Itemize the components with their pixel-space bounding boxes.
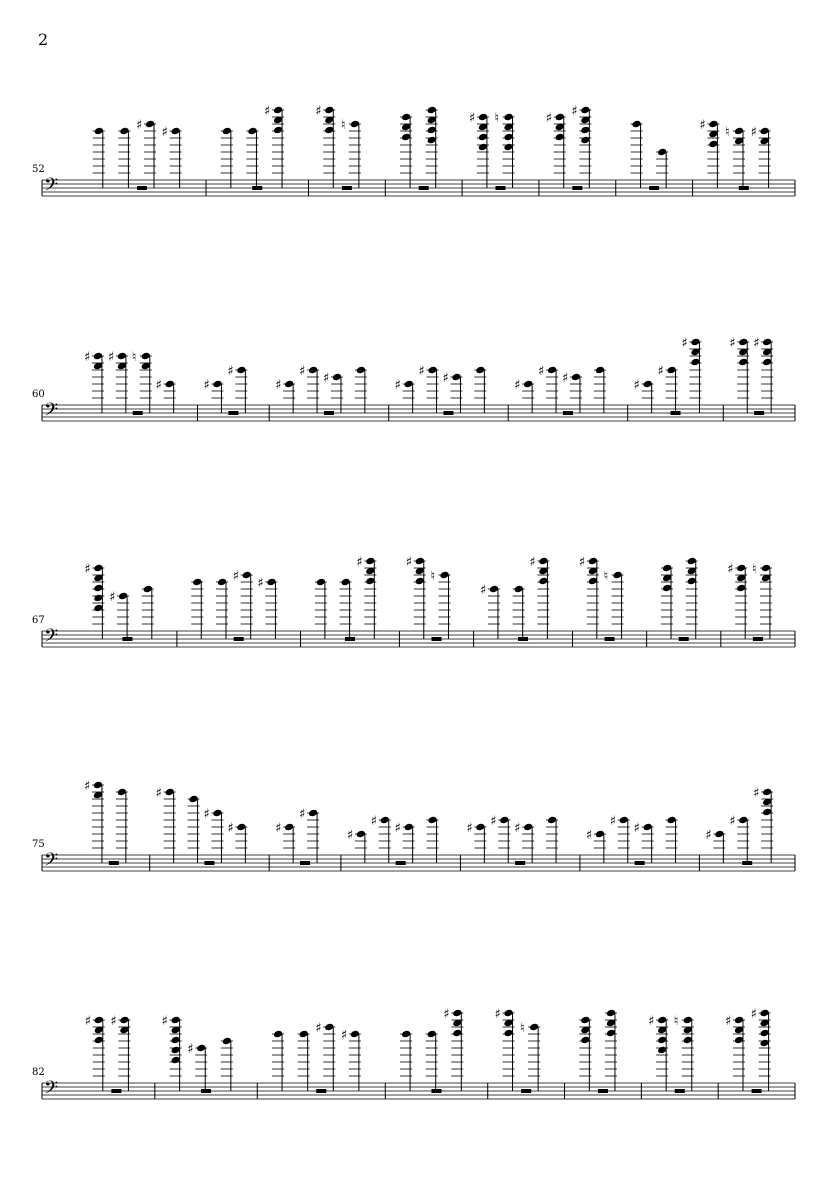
sharp-icon: ♯	[315, 1021, 322, 1036]
sharp-icon: ♯	[681, 336, 688, 351]
sharp-icon: ♯	[753, 786, 760, 801]
sharp-icon: ♯	[657, 364, 664, 379]
page-number: 2	[38, 30, 49, 49]
sharp-icon: ♯	[227, 821, 234, 836]
natural-icon: ♮	[340, 118, 346, 133]
natural-icon: ♮	[751, 562, 757, 577]
sharp-icon: ♯	[322, 371, 330, 386]
sharp-icon: ♯	[203, 378, 210, 393]
sharp-icon: ♯	[705, 828, 712, 843]
sharp-icon: ♯	[370, 814, 378, 829]
rest-icon	[432, 1089, 442, 1093]
sharp-icon: ♯	[83, 350, 91, 365]
sharp-icon: ♯	[529, 555, 536, 570]
sharp-icon: ♯	[545, 111, 553, 126]
sharp-icon: ♯	[110, 1014, 117, 1029]
sharp-icon: ♯	[109, 590, 116, 605]
natural-icon: ♮	[494, 111, 500, 126]
bass-clef-icon: 𝄢	[44, 626, 59, 651]
sharp-icon: ♯	[571, 104, 578, 119]
sharp-icon: ♯	[161, 1014, 168, 1029]
measure-number: 82	[32, 1067, 45, 1078]
sharp-icon: ♯	[232, 569, 240, 584]
sharp-icon: ♯	[479, 583, 487, 598]
sharp-icon: ♯	[633, 821, 640, 836]
sharp-icon: ♯	[729, 814, 736, 829]
rest-icon	[752, 1089, 762, 1093]
sharp-icon: ♯	[750, 1007, 757, 1022]
sharp-icon: ♯	[468, 111, 476, 126]
sharp-icon: ♯	[257, 576, 264, 591]
sharp-icon: ♯	[107, 350, 115, 365]
measure-number: 67	[32, 615, 45, 626]
sharp-icon: ♯	[203, 807, 210, 822]
natural-icon: ♮	[603, 569, 609, 584]
sharp-icon: ♯	[155, 786, 162, 801]
rest-icon	[675, 1089, 685, 1093]
sharp-icon: ♯	[84, 1014, 92, 1029]
sharp-icon: ♯	[155, 378, 162, 393]
sharp-icon: ♯	[83, 779, 91, 794]
bass-clef-icon: 𝄢	[44, 175, 59, 200]
sharp-icon: ♯	[585, 828, 593, 843]
sharp-icon: ♯	[724, 1014, 732, 1029]
rest-icon	[521, 1089, 531, 1093]
sharp-icon: ♯	[753, 336, 760, 351]
sharp-icon: ♯	[356, 555, 363, 570]
sharp-icon: ♯	[609, 814, 617, 829]
measure-number: 52	[32, 164, 45, 175]
sharp-icon: ♯	[727, 562, 734, 577]
sharp-icon: ♯	[490, 814, 497, 829]
sharp-icon: ♯	[394, 378, 401, 393]
sharp-icon: ♯	[514, 378, 521, 393]
sharp-icon: ♯	[538, 364, 545, 379]
sharp-icon: ♯	[578, 555, 586, 570]
sharp-icon: ♯	[442, 371, 449, 386]
sharp-icon: ♯	[750, 125, 757, 140]
sharp-icon: ♯	[729, 336, 736, 351]
measure-number: 75	[32, 839, 45, 850]
sharp-icon: ♯	[561, 371, 569, 386]
sharp-icon: ♯	[136, 118, 143, 133]
rest-icon	[316, 1089, 326, 1093]
rest-icon	[111, 1089, 121, 1093]
bass-clef-icon: 𝄢	[44, 1078, 59, 1103]
bass-clef-icon: 𝄢	[44, 850, 59, 875]
rest-icon	[598, 1089, 608, 1093]
sharp-icon: ♯	[633, 378, 640, 393]
rest-icon	[201, 1089, 211, 1093]
sharp-icon: ♯	[340, 1028, 348, 1043]
sharp-icon: ♯	[299, 364, 306, 379]
measure-number: 60	[32, 389, 45, 400]
sharp-icon: ♯	[466, 821, 473, 836]
sharp-icon: ♯	[405, 555, 413, 570]
sharp-icon: ♯	[699, 118, 706, 133]
sharp-icon: ♯	[514, 821, 521, 836]
sharp-icon: ♯	[346, 828, 354, 843]
sharp-icon: ♯	[187, 1042, 194, 1057]
sharp-icon: ♯	[494, 1007, 501, 1022]
natural-icon: ♮	[430, 569, 436, 584]
sharp-icon: ♯	[443, 1007, 450, 1022]
sharp-icon: ♯	[418, 364, 425, 379]
sharp-icon: ♯	[161, 125, 168, 140]
bass-clef-icon: 𝄢	[44, 400, 59, 425]
sharp-icon: ♯	[299, 807, 306, 822]
sharp-icon: ♯	[275, 378, 282, 393]
sharp-icon: ♯	[264, 104, 271, 119]
natural-icon: ♮	[673, 1014, 679, 1029]
sharp-icon: ♯	[315, 104, 322, 119]
natural-icon: ♮	[724, 125, 730, 140]
natural-icon: ♮	[520, 1021, 525, 1036]
sharp-icon: ♯	[84, 562, 91, 577]
sharp-icon: ♯	[227, 364, 234, 379]
sharp-icon: ♯	[394, 821, 401, 836]
sharp-icon: ♯	[275, 821, 282, 836]
sharp-icon: ♯	[648, 1014, 655, 1029]
natural-icon: ♮	[131, 350, 137, 365]
